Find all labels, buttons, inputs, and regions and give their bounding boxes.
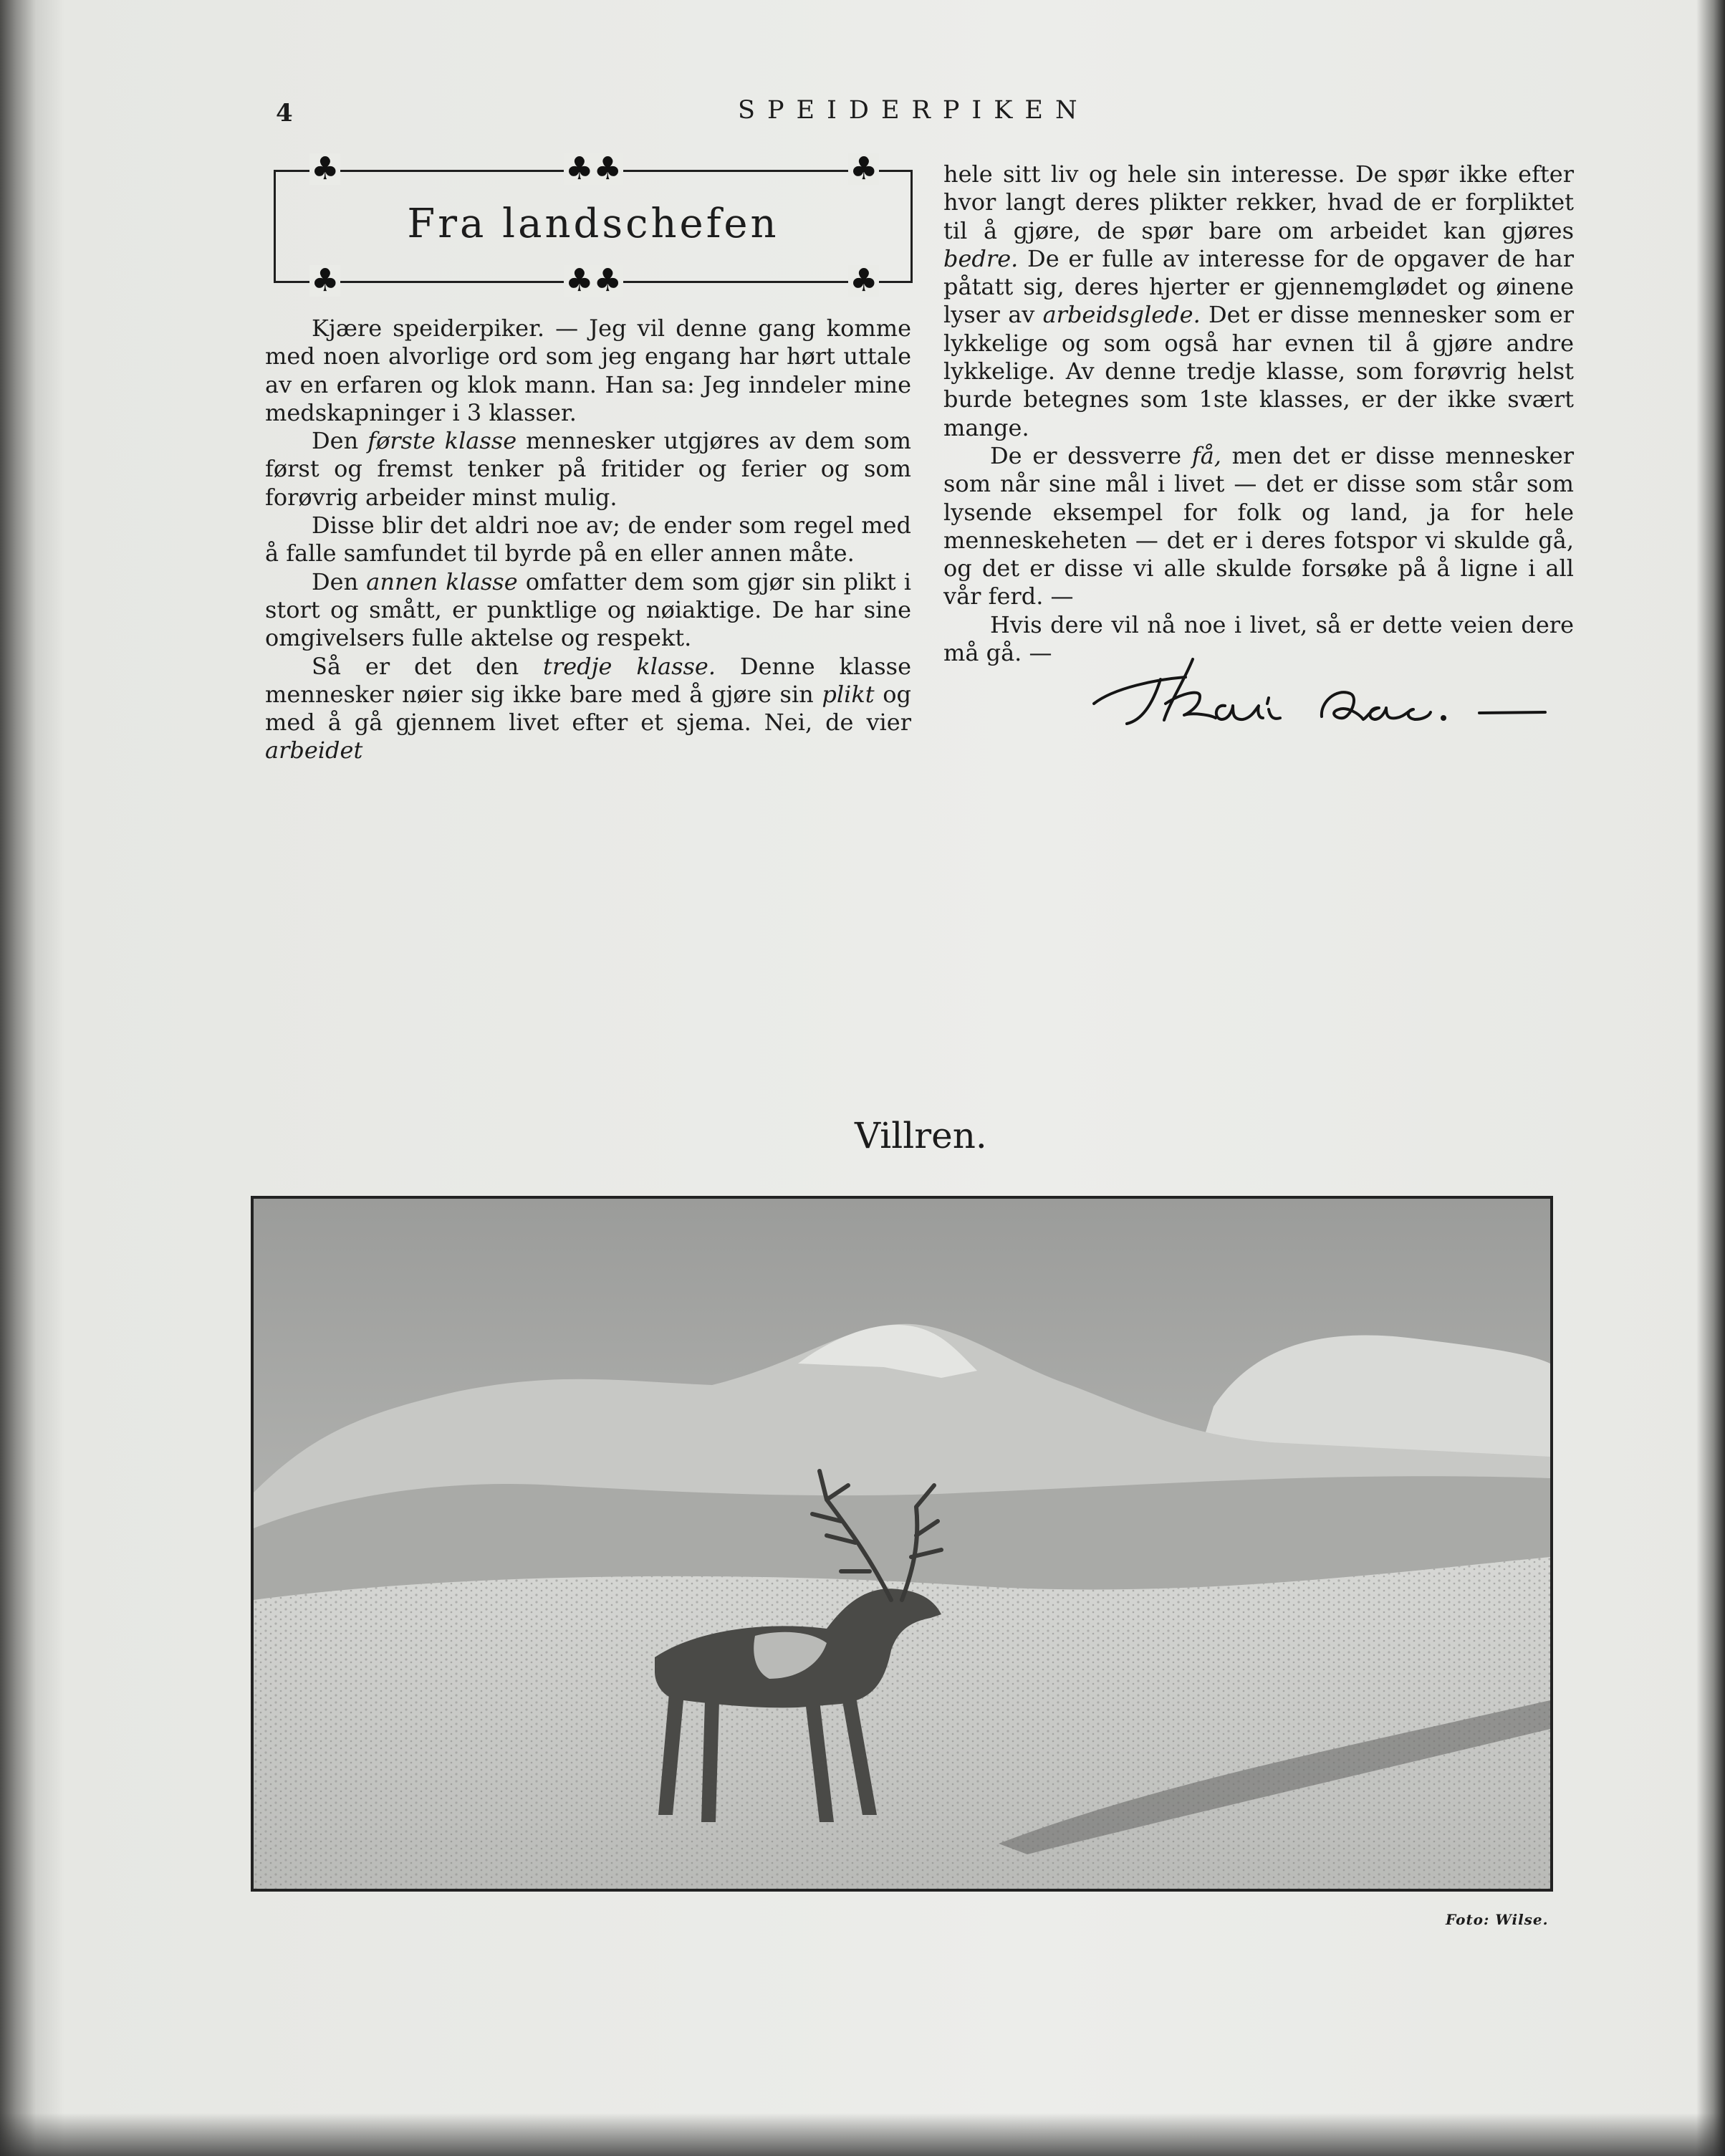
paragraph: hele sitt liv og hele sin interesse. De spør ikke efter hvor langt deres plikter rekker, hvad de er forpliktet til å gjøre, de spør bare om arbeidet kan gjøres bedre. De er fulle av interesse for de opgaver de har påtatt sig, deres hjerter er gjennemglødet og øinene lyser av arbeidsglede. Det er disse mennesker som er lykkelige og som også har evnen til å gjøre andre lykkelige. Av denne tredje klasse, som forøvrig helst burde betegnes som 1ste klasses, er der ikke svært mange. (943, 160, 1574, 441)
reindeer-photo-illustration (254, 1199, 1550, 1889)
page-bottom-edge (0, 2113, 1725, 2156)
article-column-left (265, 315, 911, 765)
paragraph: Kjære speiderpiker. — Jeg vil denne gang komme med noen alvorlige ord som jeg engang har hørt uttale av en erfaren og klok mann. Han sa: Jeg inndeler mine medskapninger i 3 klasser. (265, 315, 911, 426)
article-column-right (943, 160, 1574, 667)
clover-ornament-icon: ♣♣ (565, 262, 622, 299)
clover-ornament-icon: ♣ (311, 150, 340, 187)
clover-ornament-icon: ♣ (311, 262, 340, 299)
photo-credit: Foto: Wilse. (1446, 1911, 1549, 1928)
clover-ornament-icon: ♣ (850, 150, 878, 187)
page-edge-shadow (1696, 0, 1725, 2156)
reindeer-photo (251, 1196, 1553, 1892)
clover-ornament-icon: ♣ (850, 262, 878, 299)
paragraph: Den første klasse mennesker utgjøres av dem som først og fremst tenker på fritider og ferier og som forøvrig arbeider minst mulig. (265, 427, 911, 511)
photo-title: Villren. (855, 1115, 987, 1156)
paragraph: Hvis dere vil nå noe i livet, så er dette veien dere må gå. — (943, 610, 1574, 667)
paragraph: Den annen klasse omfatter dem som gjør sin plikt i stort og smått, er punktlige og nøiaktige. De har sine omgivelsers fulle aktelse og respekt. (265, 567, 912, 652)
running-title: SPEIDERPIKEN (738, 96, 1090, 125)
article-title: Fra landschefen (407, 201, 779, 247)
paragraph: De er dessverre få, men det er disse mennesker som når sine mål i livet — det er disse som står som lysende eksempel for folk og land, ja for hele menneskeheten — det er i deres fotspor vi skulde gå, og det er disse vi alle skulde forsøke på å ligne i all vår ferd. — (943, 441, 1574, 610)
paragraph: Så er det den tredje klasse. Denne klasse mennesker nøier sig ikke bare med å gjøre sin plikt og med å gå gjennem livet efter et sjema. Nei, de vier arbeidet (265, 652, 912, 765)
handwritten-signature (1092, 638, 1580, 745)
paragraph: Disse blir det aldri noe av; de ender som regel med å falle samfundet til byrde på en eller annen måte. (265, 512, 911, 567)
clover-ornament-icon: ♣♣ (565, 150, 622, 187)
page-number: 4 (276, 99, 293, 128)
